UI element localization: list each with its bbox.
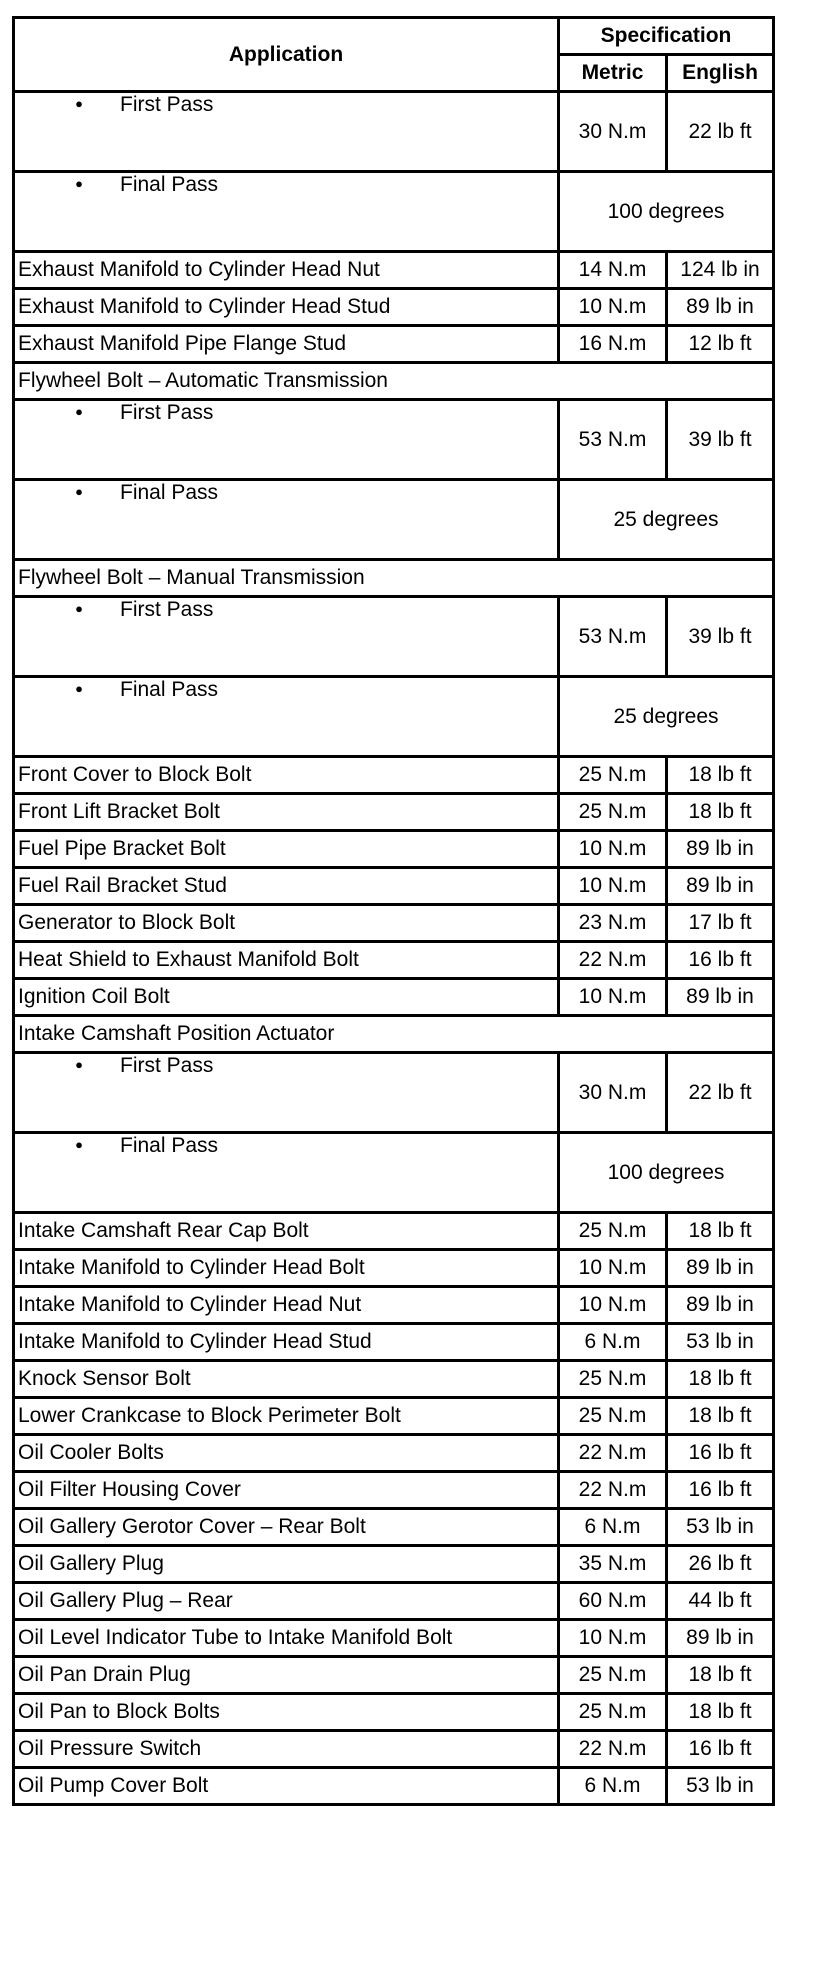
metric-cell: 10 N.m — [559, 868, 667, 905]
english-cell: 18 lb ft — [667, 1398, 774, 1435]
table-row — [14, 597, 774, 677]
english-cell: 124 lb in — [667, 252, 774, 289]
sub-step-label: First Pass — [120, 598, 214, 621]
metric-cell: 10 N.m — [559, 1250, 667, 1287]
application-cell: Oil Gallery Plug — [14, 1546, 559, 1583]
metric-cell: 60 N.m — [559, 1583, 667, 1620]
metric-cell: 22 N.m — [559, 1731, 667, 1768]
sub-step-label: Final Pass — [120, 1134, 219, 1157]
degrees-cell: 25 degrees — [559, 480, 774, 560]
table-row — [14, 794, 774, 831]
application-cell: Exhaust Manifold Pipe Flange Stud — [14, 326, 559, 363]
application-cell: Oil Gallery Plug – Rear — [14, 1583, 559, 1620]
table-row — [14, 1053, 774, 1133]
application-cell: Oil Pressure Switch — [14, 1731, 559, 1768]
metric-cell: 14 N.m — [559, 252, 667, 289]
application-cell: Ignition Coil Bolt — [14, 979, 559, 1016]
english-cell: 89 lb in — [667, 979, 774, 1016]
metric-cell: 25 N.m — [559, 1361, 667, 1398]
table-row — [14, 1398, 774, 1435]
table-row — [14, 326, 774, 363]
table-row — [14, 1250, 774, 1287]
bullet-icon: ● — [75, 601, 83, 616]
english-cell: 18 lb ft — [667, 1657, 774, 1694]
application-cell: Lower Crankcase to Block Perimeter Bolt — [14, 1398, 559, 1435]
table-row — [14, 1324, 774, 1361]
english-cell: 53 lb in — [667, 1509, 774, 1546]
english-cell: 18 lb ft — [667, 1361, 774, 1398]
sub-step-cell — [14, 400, 559, 480]
degrees-cell: 100 degrees — [559, 172, 774, 252]
english-cell: 16 lb ft — [667, 1435, 774, 1472]
application-cell: Exhaust Manifold to Cylinder Head Stud — [14, 289, 559, 326]
sub-step-cell — [14, 677, 559, 757]
sub-step-cell — [14, 172, 559, 252]
bullet-icon: ● — [75, 96, 83, 111]
metric-cell: 25 N.m — [559, 1657, 667, 1694]
metric-cell: 25 N.m — [559, 1213, 667, 1250]
table-row — [14, 252, 774, 289]
table-row — [14, 868, 774, 905]
metric-cell: 22 N.m — [559, 1472, 667, 1509]
group-heading-cell: Flywheel Bolt – Automatic Transmission — [14, 363, 774, 400]
sub-step-label: First Pass — [120, 1054, 214, 1077]
english-cell: 53 lb in — [667, 1324, 774, 1361]
application-cell: Oil Pan Drain Plug — [14, 1657, 559, 1694]
sub-step-cell — [14, 597, 559, 677]
table-row — [14, 1583, 774, 1620]
table-row — [14, 92, 774, 172]
sub-step-label: Final Pass — [120, 678, 219, 701]
table-row — [14, 1694, 774, 1731]
table-row — [14, 1620, 774, 1657]
metric-cell: 10 N.m — [559, 1620, 667, 1657]
table-row — [14, 905, 774, 942]
bullet-icon: ● — [75, 1057, 83, 1072]
application-cell: Oil Gallery Gerotor Cover – Rear Bolt — [14, 1509, 559, 1546]
english-cell: 89 lb in — [667, 831, 774, 868]
table-row — [14, 757, 774, 794]
table-row — [14, 400, 774, 480]
sub-step-cell — [14, 92, 559, 172]
english-header: English — [667, 55, 774, 92]
table-row — [14, 480, 774, 560]
application-cell: Intake Manifold to Cylinder Head Nut — [14, 1287, 559, 1324]
bullet-icon: ● — [75, 1137, 83, 1152]
metric-cell: 10 N.m — [559, 289, 667, 326]
metric-cell: 22 N.m — [559, 942, 667, 979]
metric-cell: 30 N.m — [559, 1053, 667, 1133]
table-row — [14, 560, 774, 597]
english-cell: 16 lb ft — [667, 1731, 774, 1768]
english-cell: 18 lb ft — [667, 757, 774, 794]
english-cell: 22 lb ft — [667, 92, 774, 172]
english-cell: 22 lb ft — [667, 1053, 774, 1133]
application-cell: Intake Manifold to Cylinder Head Stud — [14, 1324, 559, 1361]
english-cell: 39 lb ft — [667, 597, 774, 677]
table-row — [14, 677, 774, 757]
metric-cell: 25 N.m — [559, 1398, 667, 1435]
english-cell: 17 lb ft — [667, 905, 774, 942]
english-cell: 89 lb in — [667, 1250, 774, 1287]
metric-cell: 30 N.m — [559, 92, 667, 172]
table-row — [14, 1016, 774, 1053]
application-cell: Fuel Pipe Bracket Bolt — [14, 831, 559, 868]
sub-step-label: Final Pass — [120, 481, 219, 504]
application-cell: Oil Filter Housing Cover — [14, 1472, 559, 1509]
metric-cell: 25 N.m — [559, 1694, 667, 1731]
english-cell: 89 lb in — [667, 1620, 774, 1657]
english-cell: 18 lb ft — [667, 1213, 774, 1250]
sub-step-cell — [14, 480, 559, 560]
application-cell: Oil Level Indicator Tube to Intake Manifold Bolt — [14, 1620, 559, 1657]
application-cell: Intake Manifold to Cylinder Head Bolt — [14, 1250, 559, 1287]
english-cell: 16 lb ft — [667, 1472, 774, 1509]
table-row — [14, 1287, 774, 1324]
english-cell: 16 lb ft — [667, 942, 774, 979]
table-row — [14, 1546, 774, 1583]
metric-cell: 22 N.m — [559, 1435, 667, 1472]
group-heading-cell: Flywheel Bolt – Manual Transmission — [14, 560, 774, 597]
table-row — [14, 1472, 774, 1509]
application-cell: Generator to Block Bolt — [14, 905, 559, 942]
application-cell: Intake Camshaft Rear Cap Bolt — [14, 1213, 559, 1250]
metric-cell: 53 N.m — [559, 400, 667, 480]
table-row — [14, 1213, 774, 1250]
english-cell: 39 lb ft — [667, 400, 774, 480]
english-cell: 18 lb ft — [667, 1694, 774, 1731]
english-cell: 89 lb in — [667, 289, 774, 326]
table-row — [14, 1657, 774, 1694]
english-cell: 44 lb ft — [667, 1583, 774, 1620]
metric-cell: 25 N.m — [559, 794, 667, 831]
bullet-icon: ● — [75, 681, 83, 696]
metric-header: Metric — [559, 55, 667, 92]
group-heading-cell: Intake Camshaft Position Actuator — [14, 1016, 774, 1053]
degrees-cell: 25 degrees — [559, 677, 774, 757]
english-cell: 89 lb in — [667, 1287, 774, 1324]
metric-cell: 23 N.m — [559, 905, 667, 942]
table-row — [14, 1731, 774, 1768]
metric-cell: 10 N.m — [559, 979, 667, 1016]
table-row — [14, 942, 774, 979]
english-cell: 12 lb ft — [667, 326, 774, 363]
table-row — [14, 831, 774, 868]
application-cell: Heat Shield to Exhaust Manifold Bolt — [14, 942, 559, 979]
table-row — [14, 1768, 774, 1805]
table-row — [14, 1509, 774, 1546]
table-row — [14, 1361, 774, 1398]
metric-cell: 16 N.m — [559, 326, 667, 363]
application-cell: Exhaust Manifold to Cylinder Head Nut — [14, 252, 559, 289]
specification-header: Specification — [559, 18, 774, 55]
english-cell: 26 lb ft — [667, 1546, 774, 1583]
sub-step-label: Final Pass — [120, 173, 219, 196]
metric-cell: 6 N.m — [559, 1324, 667, 1361]
application-cell: Fuel Rail Bracket Stud — [14, 868, 559, 905]
english-cell: 53 lb in — [667, 1768, 774, 1805]
application-cell: Front Lift Bracket Bolt — [14, 794, 559, 831]
sub-step-label: First Pass — [120, 401, 214, 424]
metric-cell: 10 N.m — [559, 1287, 667, 1324]
degrees-cell: 100 degrees — [559, 1133, 774, 1213]
metric-cell: 35 N.m — [559, 1546, 667, 1583]
bullet-icon: ● — [75, 176, 83, 191]
table-row — [14, 1133, 774, 1213]
metric-cell: 25 N.m — [559, 757, 667, 794]
application-header: Application — [14, 18, 559, 92]
english-cell: 18 lb ft — [667, 794, 774, 831]
application-cell: Oil Pump Cover Bolt — [14, 1768, 559, 1805]
metric-cell: 6 N.m — [559, 1509, 667, 1546]
table-body — [14, 92, 774, 1805]
sub-step-cell — [14, 1133, 559, 1213]
torque-specification-table — [12, 16, 775, 1806]
table-row — [14, 363, 774, 400]
application-cell: Oil Pan to Block Bolts — [14, 1694, 559, 1731]
table-row — [14, 289, 774, 326]
sub-step-label: First Pass — [120, 93, 214, 116]
table-row — [14, 1435, 774, 1472]
application-cell: Front Cover to Block Bolt — [14, 757, 559, 794]
table-row — [14, 172, 774, 252]
bullet-icon: ● — [75, 484, 83, 499]
bullet-icon: ● — [75, 404, 83, 419]
metric-cell: 53 N.m — [559, 597, 667, 677]
metric-cell: 6 N.m — [559, 1768, 667, 1805]
sub-step-cell — [14, 1053, 559, 1133]
english-cell: 89 lb in — [667, 868, 774, 905]
application-cell: Oil Cooler Bolts — [14, 1435, 559, 1472]
application-cell: Knock Sensor Bolt — [14, 1361, 559, 1398]
table-row — [14, 979, 774, 1016]
metric-cell: 10 N.m — [559, 831, 667, 868]
